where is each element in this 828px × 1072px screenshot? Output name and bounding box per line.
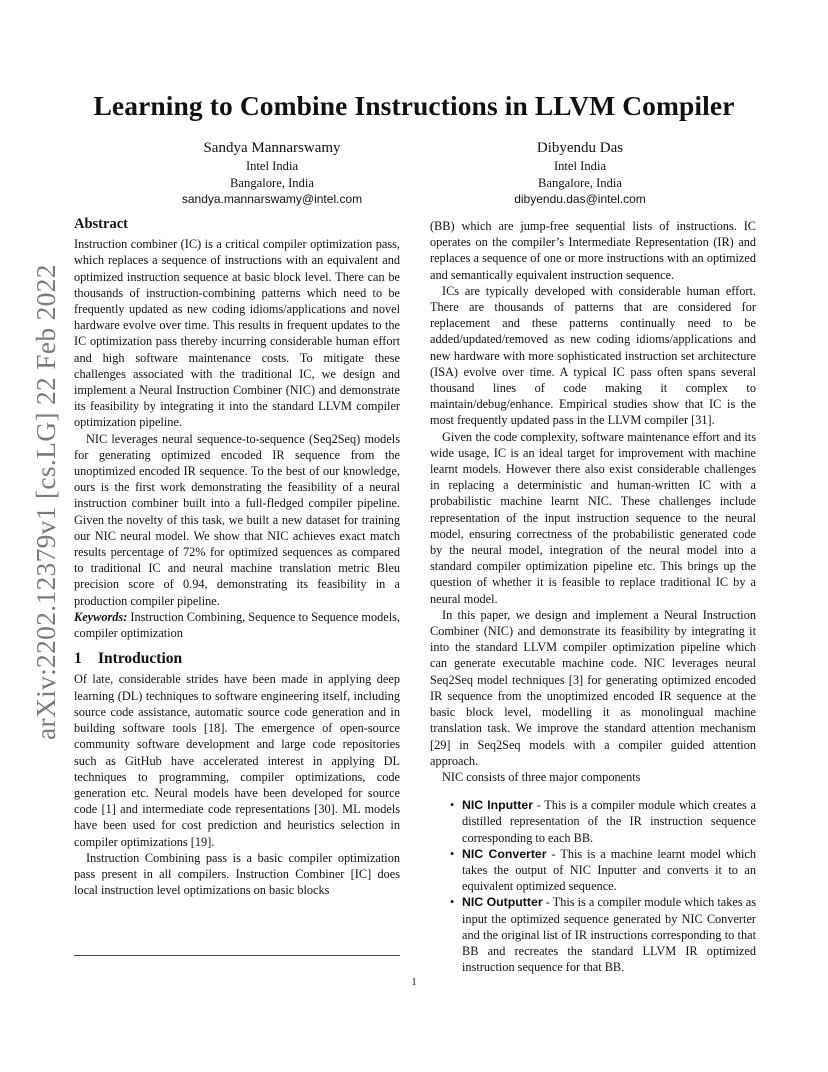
abstract-paragraph: Instruction combiner (IC) is a critical compiler optimization pass, which replaces a sequence of instructions with an equivalent and optimized instruction sequence at basic block level. There can be thousands of instruction-combining patterns which need to be frequently updated as new coding idioms/applications and novel hardware evolve over time. This results in frequent updates to the IC optimization pass thereby incurring considerable human effort and high software maintenance costs. To mitigate these challenges associated with the traditional IC, we design and implement a Neural Instruction Combiner (NIC) and demonstrate its feasibility by integrating it into the standard LLVM compiler optimization pipeline. [74,237,400,430]
bullet-icon: • [450,846,455,861]
right-column [430,218,756,975]
component-text: - This is a compiler module which creates a distilled representation of the IR instruction sequence corresponding to each BB. [462,798,757,845]
intro-paragraph: Instruction Combining pass is a basic compiler optimization pass present in all compilers. Instruction Combiner [IC] does local instruction level optimizations on basic blocks [74,850,400,898]
body-paragraph: NIC consists of three major components [442,769,641,784]
author-location: Bangalore, India [230,175,314,190]
author-block-1 [122,138,422,208]
body-paragraph: ICs are typically developed with considerable human effort. There are thousands of patterns that are considered for replacement and these patterns continually need to be added/updated/removed as new coding idioms/applications and new hardware with more sophisticated instruction set architecture (ISA) evolve over time. A typical IC pass often spans several thousand lines of code making it complex to maintain/debug/enhance. Empirical studies show that IC is the most frequently updated pass in the LLVM compiler [31]. [430,283,756,428]
page-number: 1 [411,976,417,988]
footnote-rule [74,955,400,956]
author-email[interactable]: dibyendu.das@intel.com [514,192,646,206]
section-heading-introduction [74,651,400,667]
author-email[interactable]: sandya.mannarswamy@intel.com [181,192,363,206]
intro-paragraph: Of late, considerable strides have been made in applying deep learning (DL) techniques to software engineering itself, including source code assistance, automatic source code generation and in building software tools [18]. The emergence of open-source community software development and large code repositories such as GitHub have accelerated interest in applying DL techniques to programming, compiler optimizations, code generation etc. Neural models have been developed for source code [1] and intermediate code representations [30]. ML models have been used for cost prediction and heuristics selection in compiler optimizations [19]. [74,672,400,849]
author-name: Sandya Mannarswamy [203,140,341,156]
component-name: NIC Outputter [462,895,543,910]
component-text: - This is a machine learnt model which takes the output of NIC Inputter and converts it to an equivalent optimized sequence. [462,846,756,894]
keywords-text: Instruction Combining, Sequence to Sequence models, compiler optimization [74,609,400,641]
paper-title: Learning to Combine Instructions in LLVM Compiler [93,90,735,121]
list-item [430,894,756,975]
keywords-label: Keywords: [74,609,128,624]
author-name: Dibyendu Das [536,140,624,156]
abstract-paragraph: NIC leverages neural sequence-to-sequence (Seq2Seq) models for generating optimized encoded IR sequence from the unoptimized encoded IR sequence. To the best of our knowledge, ours is the first work demonstrating the feasibility of a neural instruction combiner built into a full-fledged compiler pipeline. Given the novelty of this task, we built a new dataset for training our NIC neural model. We show that NIC achieves exact match results percentage of 72% for optimized sequences as compared to traditional IC and neural machine translation metric Bleu precision score of 0.94, demonstrating its feasibility in a production compiler pipeline. [74,431,400,608]
components-list [430,797,756,975]
list-item [430,846,756,895]
component-text: - This is a compiler module which takes as input the optimized sequence generated by NIC Converter and the original list of IR instructions corresponding to that BB and recreates the standard LLVM IR optimized instruction sequence for that BB. [462,895,756,975]
author-block-2 [430,138,730,208]
keywords [74,609,400,641]
body-paragraph: (BB) which are jump-free sequential lists of instructions. IC operates on the compiler’s Intermediate Representation (IR) and replaces a sequence of one or more instructions with an optimized and semantically equivalent instruction sequence. [430,219,756,282]
abstract-heading: Abstract [74,216,128,232]
author-affiliation: Intel India [245,159,299,173]
left-column [74,216,400,898]
component-name: NIC Inputter [462,798,533,813]
list-item [430,797,756,846]
section-number: 1 [74,650,82,668]
component-name: NIC Converter [462,846,547,861]
body-paragraph: Given the code complexity, software maintenance effort and its wide usage, IC is an ideal target for improvement with machine learnt models. However there also exist considerable challenges in replacing a deterministic and human-written IC with a probabilistic machine learnt NIC. These challenges include representation of the input instruction sequence to the neural model, ensuring correctness of the probabilistic generated code by the neural model, integration of the neural model into a standard compiler optimization pipeline etc. This brings up the question of whether it is feasible to replace traditional IC by a neural model. [430,429,756,606]
author-affiliation: Intel India [553,159,607,173]
body-paragraph: In this paper, we design and implement a Neural Instruction Combiner (NIC) and demonstrate its feasibility by integrating it into the standard LLVM compiler optimization pipeline which can generate executable machine code. NIC leverages neural Seq2Seq model techniques [3] for generating optimized encoded IR sequence from the unoptimized encoded IR sequence at the basic block level, modelling it as monolingual machine translation task. We improve the standard attention mechanism [29] in Seq2Seq models with a compiler guided attention approach. [430,607,756,768]
bullet-icon: • [450,798,455,813]
author-location: Bangalore, India [538,175,622,190]
bullet-icon: • [450,895,455,910]
section-title: Introduction [98,650,183,668]
arxiv-identifier: arXiv:2202.12379v1 [cs.LG] 22 Feb 2022 [30,264,61,740]
